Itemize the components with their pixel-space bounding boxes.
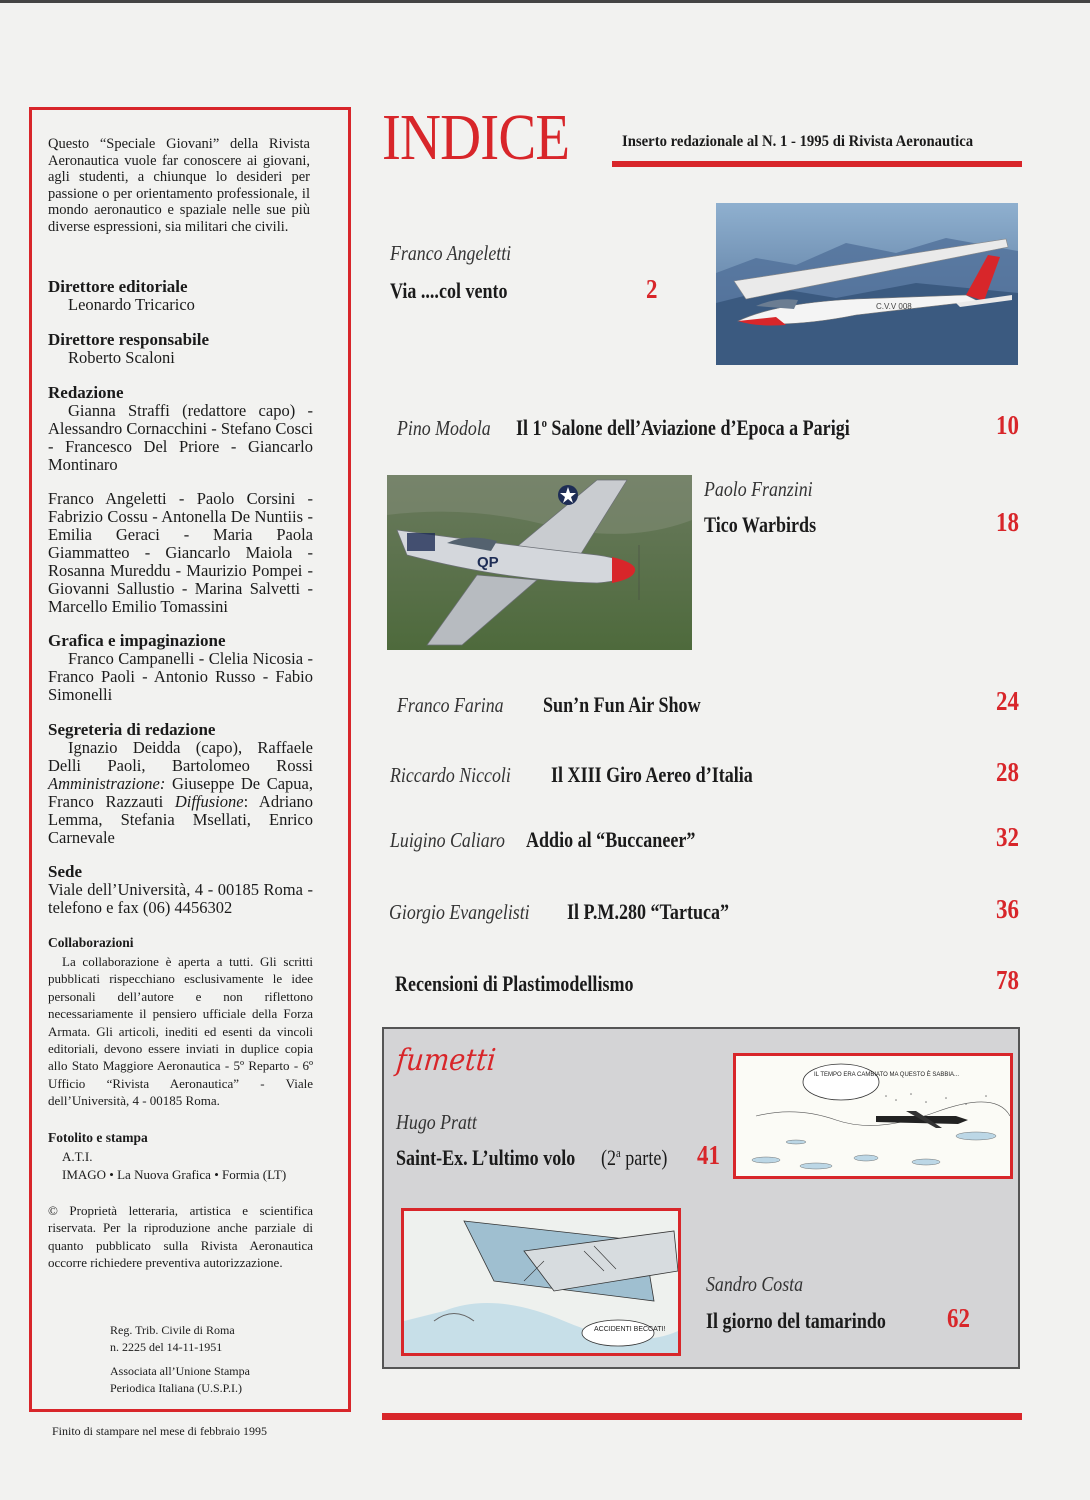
fumetti-1-part-a: (2 [601,1145,617,1170]
grafica-names: Franco Campanelli - Clelia Nicosia - Franco Paoli - Antonio Russo - Fabio Simonelli [48,649,313,704]
page-subtitle: Inserto redazionale al N. 1 - 1995 di Rivista Aeronautica [622,133,974,150]
entry-2-title [516,415,850,441]
amministrazione-label: Amministrazione: [48,774,166,793]
segreteria-names [48,739,313,847]
copyright-text: © Proprietà letteraria, artistica e scientifica riservata. Per la riproduzione anche parziale di quanto pubblicato sulla Rivista Aeronautica occorre richiedere preventiva autorizzazione. [48,1203,313,1271]
sede-title: Sede [48,862,82,881]
collaboratori-names: Franco Angeletti - Paolo Corsini - Fabrizio Cossu - Antonella De Nuntiis - Emilia Geraci - Maria Paola Giammatteo - Giancarlo Maiola - Rosanna Mureddu - Maurizio Pompei - Giovanni Sallustio - Marina Salvetti - Marcello Emilio Tomassini [48,489,313,616]
glider-photo [716,203,1018,365]
collaborazioni-title: Collaborazioni [48,935,134,950]
fumetti-1-part-b: parte) [620,1145,668,1170]
entry-6-author: Luigino Caliaro [390,828,505,852]
fumetti-1-title: Saint-Ex. L’ultimo volo [396,1145,576,1170]
entry-2-author: Pino Modola [397,416,491,440]
entry-8-page: 78 [996,965,1019,995]
print-date-note: Finito di stampare nel mese di febbraio 1995 [52,1424,267,1438]
entry-6-page: 32 [996,822,1019,852]
glider-registration: C.V.V 008 [876,302,912,311]
fumetti-2-title: Il giorno del tamarindo [706,1308,886,1333]
entry-2-page: 10 [996,410,1019,440]
entry-5-author: Riccardo Niccoli [390,763,511,787]
direttore-responsabile-title: Direttore responsabile [48,330,210,349]
comic-2-balloon: ACCIDENTI BECCATI! [594,1326,666,1333]
entry-2-title-b: Salone dell’Aviazione d’Epoca a Parigi [546,415,850,440]
fotolito-line-2: IMAGO • La Nuova Grafica • Formia (LT) [62,1167,287,1182]
entry-1-author: Franco Angeletti [390,241,512,265]
fumetti-1-part [601,1145,667,1171]
mustang-photo [387,475,692,650]
direttore-editoriale-title: Direttore editoriale [48,277,188,296]
entry-6-title: Addio al “Buccaneer” [526,827,696,852]
segreteria-title: Segreteria di redazione [48,720,216,739]
bottom-rule [382,1413,1022,1420]
registration-line-1: Reg. Trib. Civile di Roma [110,1323,235,1337]
fotolito-line-1: A.T.I. [62,1149,93,1164]
redazione-title: Redazione [48,383,124,402]
comic-1-balloon: IL TEMPO ERA CAMBIATO MA QUESTO È SABBIA... [814,1072,960,1078]
grafica-title: Grafica e impaginazione [48,631,226,650]
entry-3-page: 18 [996,507,1019,537]
fumetti-label: fumetti [394,1043,498,1078]
fumetti-1-author: Hugo Pratt [396,1110,477,1134]
colophon-intro: Questo “Speciale Giovani” della Rivista Aeronautica vuole far conoscere ai giovani, agli studenti, a chiunque lo desideri per passione o per orientamento professionale, il mondo aeronautico e spaziale nelle sue più diverse espressioni, sia militari che civili. [48,136,310,235]
fumetti-1-page: 41 [697,1140,720,1170]
entry-7-author: Giorgio Evangelisti [389,900,530,924]
top-edge [0,0,1090,3]
entry-4-author: Franco Farina [397,693,504,717]
mustang-code: QP [477,554,499,571]
fumetti-2-page: 62 [947,1303,970,1333]
entry-7-title: Il P.M.280 “Tartuca” [567,899,730,924]
entry-2-title-sup: o [541,415,547,430]
page-title: INDICE [382,101,570,174]
entry-4-title: Sun’n Fun Air Show [543,692,701,717]
association-line-1: Associata all’Unione Stampa [110,1364,250,1378]
diffusione-names: : Adriano Lemma, Stefania Msellati, Enrico Carnevale [48,792,313,847]
comic-panel-1 [733,1053,1013,1179]
entry-5-title: Il XIII Giro Aereo d’Italia [551,762,753,787]
amministrazione-names: Giuseppe De Capua, Franco Razzauti [48,774,313,811]
entry-1-title: Via ....col vento [390,278,508,303]
comic-panel-2 [401,1208,681,1356]
fumetti-1-part-sup: a [616,1145,621,1160]
redazione-names: Gianna Straffi (redattore capo) - Alessandro Cornacchini - Stefano Cosci - Francesco Del Priore - Giancarlo Montinaro [48,401,313,474]
entry-3-author: Paolo Franzini [704,477,813,501]
title-rule [612,161,1022,167]
entry-3-title: Tico Warbirds [704,512,817,537]
entry-5-page: 28 [996,757,1019,787]
sede-address: Viale dell’Università, 4 - 00185 Roma - telefono e fax (06) 4456302 [48,880,313,917]
fumetti-2-author: Sandro Costa [706,1272,804,1296]
entry-2-title-a: Il 1 [516,415,542,440]
entry-7-page: 36 [996,894,1019,924]
direttore-responsabile-name: Roberto Scaloni [68,348,175,367]
direttore-editoriale-name: Leonardo Tricarico [68,295,195,314]
fotolito-title: Fotolito e stampa [48,1130,148,1145]
entry-4-page: 24 [996,686,1019,716]
segreteria-text: Ignazio Deidda (capo), Raffaele Delli Paoli, Bartolomeo Rossi [48,738,313,775]
entry-8-title: Recensioni di Plastimodellismo [395,971,634,996]
registration-line-2: n. 2225 del 14-11-1951 [110,1340,223,1354]
collaborazioni-text: La collaborazione è aperta a tutti. Gli scritti pubblicati rispecchiano esclusivamente le idee personali dell’autore e non riflettono necessariamente il pensiero ufficiale della Forza Armata. Gli articoli, inediti ed esenti da vincoli editoriali, devono essere inviati in duplice copia allo Stato Maggiore Aeronautica - 5º Reparto - 6º Ufficio “Rivista Aeronautica” - Viale dell’Università, 4 - 00185 Roma. [48,954,313,1109]
entry-1-page: 2 [646,274,658,304]
association-line-2: Periodica Italiana (U.S.P.I.) [110,1381,242,1395]
diffusione-label: Diffusione [174,792,244,811]
